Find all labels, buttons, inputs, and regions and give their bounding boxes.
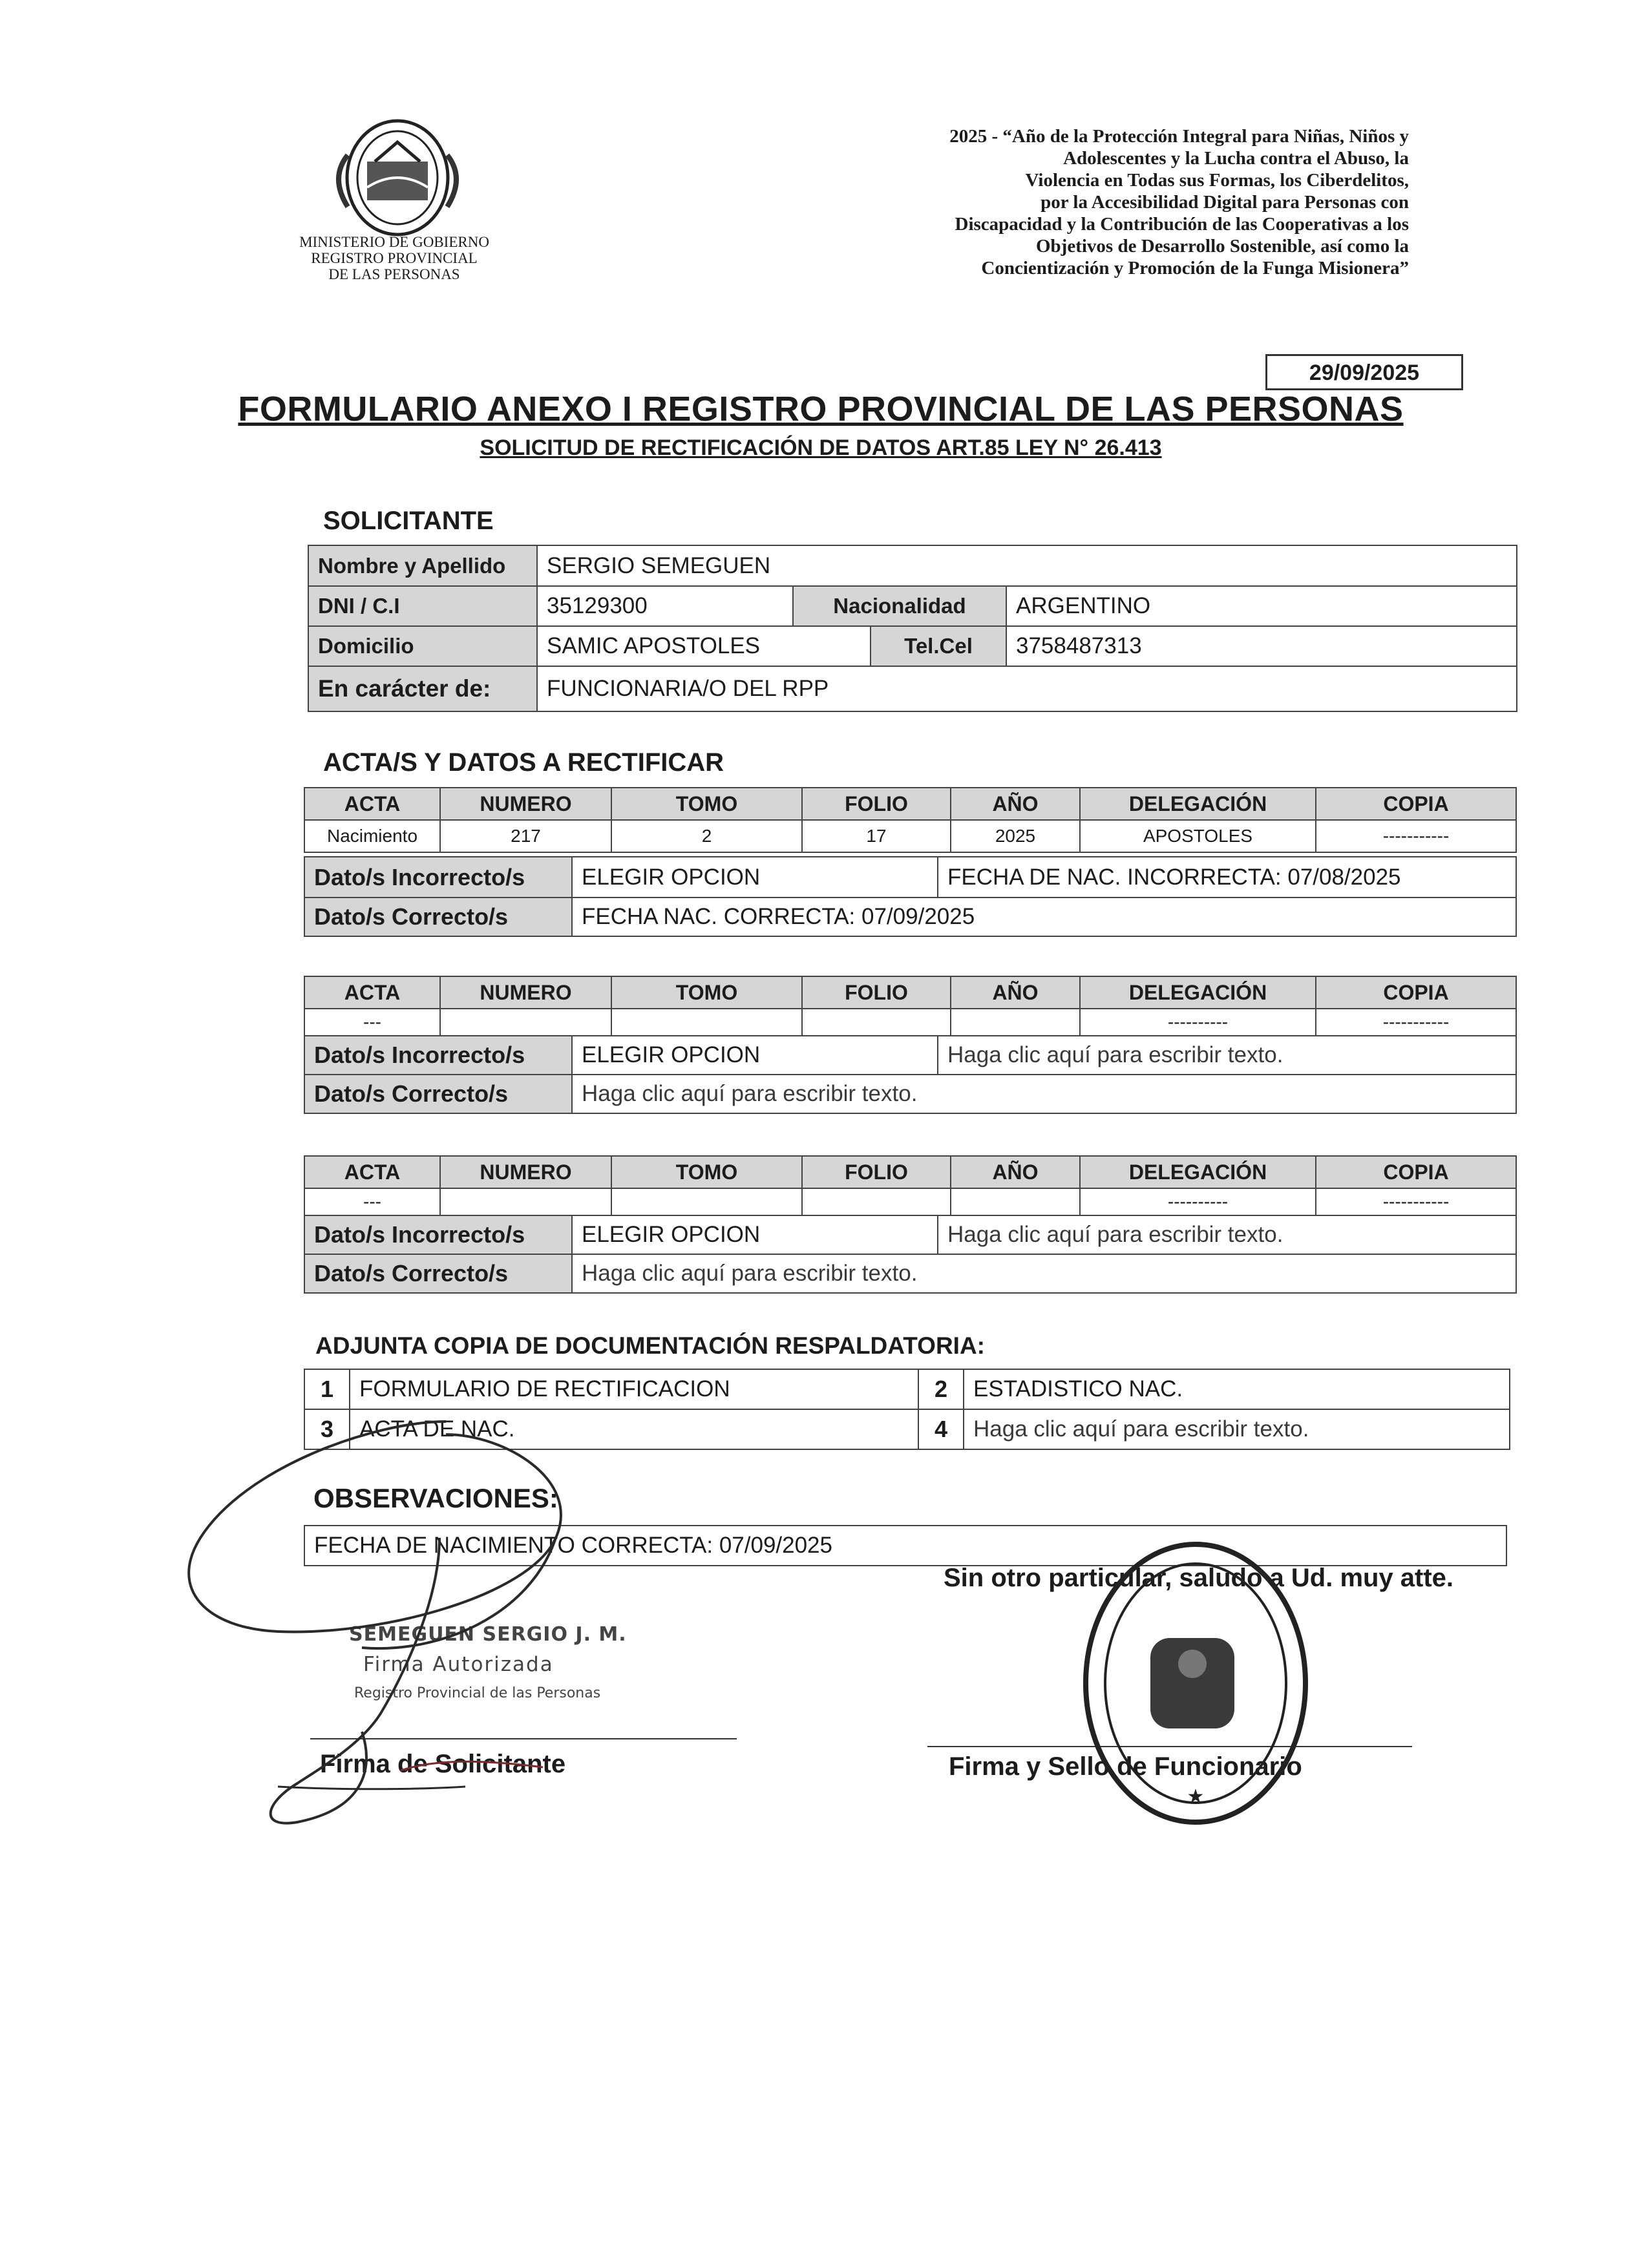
incorrect-option-select[interactable]: ELEGIR OPCION bbox=[572, 1215, 938, 1254]
tel-field[interactable]: 3758487313 bbox=[1006, 626, 1517, 666]
col-numero: NUMERO bbox=[440, 976, 611, 1009]
caracter-field[interactable]: FUNCIONARIA/O DEL RPP bbox=[537, 666, 1517, 711]
incorrect-label: Dato/s Incorrecto/s bbox=[304, 1036, 572, 1075]
official-seal bbox=[1073, 1528, 1318, 1838]
nombre-field[interactable]: SERGIO SEMEGUEN bbox=[537, 545, 1517, 586]
incorrect-text-field[interactable]: FECHA DE NAC. INCORRECTA: 07/08/2025 bbox=[938, 857, 1516, 898]
closing-text: Sin otro particular, saludo a Ud. muy atte. bbox=[944, 1564, 1454, 1592]
ministry-line: MINISTERIO DE GOBIERNO bbox=[299, 234, 489, 250]
col-acta: ACTA bbox=[304, 976, 440, 1009]
solicitante-heading: SOLICITANTE bbox=[323, 507, 494, 535]
col-tomo: TOMO bbox=[611, 976, 802, 1009]
correct-label: Dato/s Correcto/s bbox=[304, 1075, 572, 1113]
acta-datos-3 bbox=[304, 1215, 1517, 1294]
delegacion-cell[interactable]: APOSTOLES bbox=[1080, 820, 1316, 852]
folio-cell[interactable] bbox=[802, 1188, 951, 1215]
svg-text:★: ★ bbox=[1187, 1785, 1205, 1808]
acta-table-1 bbox=[304, 787, 1517, 853]
domicilio-label: Domicilio bbox=[308, 626, 537, 666]
incorrect-label: Dato/s Incorrecto/s bbox=[304, 1215, 572, 1254]
col-copia: COPIA bbox=[1316, 976, 1516, 1009]
numero-cell[interactable] bbox=[440, 1009, 611, 1036]
adjunta-heading: ADJUNTA COPIA DE DOCUMENTACIÓN RESPALDATORIA: bbox=[315, 1332, 985, 1359]
col-acta: ACTA bbox=[304, 788, 440, 820]
doc-field[interactable]: FORMULARIO DE RECTIFICACION bbox=[350, 1369, 918, 1409]
signature-stamp-name: SEMEGUEN SERGIO J. M. bbox=[349, 1623, 627, 1646]
motto-line: Adolescentes y la Lucha contra el Abuso, la bbox=[1063, 148, 1409, 169]
signature-stamp-org: Registro Provincial de las Personas bbox=[354, 1685, 601, 1701]
anio-cell[interactable] bbox=[951, 1188, 1080, 1215]
correct-text-field[interactable]: Haga clic aquí para escribir texto. bbox=[572, 1075, 1516, 1113]
copia-cell[interactable]: ----------- bbox=[1316, 1009, 1516, 1036]
col-anio: AÑO bbox=[951, 788, 1080, 820]
dni-field[interactable]: 35129300 bbox=[537, 586, 793, 626]
firma-funcionario-label: Firma y Sello de Funcionario bbox=[949, 1752, 1302, 1781]
col-folio: FOLIO bbox=[802, 976, 951, 1009]
col-tomo: TOMO bbox=[611, 1156, 802, 1188]
form-date[interactable]: 29/09/2025 bbox=[1265, 354, 1463, 390]
year-motto bbox=[763, 125, 1409, 279]
acta-cell[interactable]: --- bbox=[304, 1009, 440, 1036]
acta-cell[interactable]: Nacimiento bbox=[304, 820, 440, 852]
firma-solicitante-label: Firma de Solicitante bbox=[320, 1750, 566, 1778]
delegacion-cell[interactable]: ---------- bbox=[1080, 1188, 1316, 1215]
caracter-label: En carácter de: bbox=[308, 666, 537, 711]
correct-label: Dato/s Correcto/s bbox=[304, 898, 572, 936]
col-copia: COPIA bbox=[1316, 1156, 1516, 1188]
incorrect-option-select[interactable]: ELEGIR OPCION bbox=[572, 857, 938, 898]
col-acta: ACTA bbox=[304, 1156, 440, 1188]
col-delegacion: DELEGACIÓN bbox=[1080, 976, 1316, 1009]
doc-number: 3 bbox=[304, 1409, 350, 1449]
doc-number: 1 bbox=[304, 1369, 350, 1409]
nombre-label: Nombre y Apellido bbox=[308, 545, 537, 586]
ministry-line: DE LAS PERSONAS bbox=[328, 266, 460, 282]
correct-text-field[interactable]: Haga clic aquí para escribir texto. bbox=[572, 1254, 1516, 1293]
acta-table-3 bbox=[304, 1155, 1517, 1216]
acta-table-2 bbox=[304, 976, 1517, 1036]
correct-text-field[interactable]: FECHA NAC. CORRECTA: 07/09/2025 bbox=[572, 898, 1516, 936]
acta-datos-2 bbox=[304, 1035, 1517, 1114]
folio-cell[interactable]: 17 bbox=[802, 820, 951, 852]
solicitante-table bbox=[308, 545, 1517, 712]
col-anio: AÑO bbox=[951, 976, 1080, 1009]
col-tomo: TOMO bbox=[611, 788, 802, 820]
tomo-cell[interactable] bbox=[611, 1009, 802, 1036]
motto-line: Objetivos de Desarrollo Sostenible, así como la bbox=[1035, 236, 1409, 257]
motto-line: Discapacidad y la Contribución de las Cooperativas a los bbox=[955, 214, 1409, 235]
anio-cell[interactable] bbox=[951, 1009, 1080, 1036]
incorrect-text-field[interactable]: Haga clic aquí para escribir texto. bbox=[938, 1215, 1516, 1254]
handwritten-signature bbox=[168, 1409, 750, 1913]
col-folio: FOLIO bbox=[802, 1156, 951, 1188]
acta-datos-1 bbox=[304, 856, 1517, 937]
incorrect-option-select[interactable]: ELEGIR OPCION bbox=[572, 1036, 938, 1075]
col-copia: COPIA bbox=[1316, 788, 1516, 820]
tomo-cell[interactable] bbox=[611, 1188, 802, 1215]
copia-cell[interactable]: ----------- bbox=[1316, 820, 1516, 852]
domicilio-field[interactable]: SAMIC APOSTOLES bbox=[537, 626, 871, 666]
doc-field[interactable]: ESTADISTICO NAC. bbox=[964, 1369, 1510, 1409]
copia-cell[interactable]: ----------- bbox=[1316, 1188, 1516, 1215]
col-numero: NUMERO bbox=[440, 788, 611, 820]
acta-cell[interactable]: --- bbox=[304, 1188, 440, 1215]
doc-number: 4 bbox=[918, 1409, 964, 1449]
col-folio: FOLIO bbox=[802, 788, 951, 820]
motto-line: por la Accesibilidad Digital para Personas con bbox=[1041, 192, 1409, 213]
page-subtitle: SOLICITUD DE RECTIFICACIÓN DE DATOS ART.85 LEY N° 26.413 bbox=[480, 436, 1162, 460]
nacionalidad-field[interactable]: ARGENTINO bbox=[1006, 586, 1517, 626]
observaciones-heading: OBSERVACIONES: bbox=[313, 1483, 558, 1513]
tel-label: Tel.Cel bbox=[871, 626, 1006, 666]
doc-field[interactable]: ACTA DE NAC. bbox=[350, 1409, 918, 1449]
actas-heading: ACTA/S Y DATOS A RECTIFICAR bbox=[323, 748, 724, 777]
incorrect-label: Dato/s Incorrecto/s bbox=[304, 857, 572, 898]
ministry-name bbox=[284, 234, 504, 282]
col-anio: AÑO bbox=[951, 1156, 1080, 1188]
incorrect-text-field[interactable]: Haga clic aquí para escribir texto. bbox=[938, 1036, 1516, 1075]
motto-line: Concientización y Promoción de la Funga Misionera” bbox=[981, 258, 1409, 278]
tomo-cell[interactable]: 2 bbox=[611, 820, 802, 852]
signature-stamp-role: Firma Autorizada bbox=[363, 1653, 554, 1676]
numero-cell[interactable]: 217 bbox=[440, 820, 611, 852]
numero-cell[interactable] bbox=[440, 1188, 611, 1215]
page-title: FORMULARIO ANEXO I REGISTRO PROVINCIAL DE LAS PERSONAS bbox=[238, 390, 1404, 428]
doc-field[interactable]: Haga clic aquí para escribir texto. bbox=[964, 1409, 1510, 1449]
doc-number: 2 bbox=[918, 1369, 964, 1409]
col-delegacion: DELEGACIÓN bbox=[1080, 1156, 1316, 1188]
col-numero: NUMERO bbox=[440, 1156, 611, 1188]
anio-cell[interactable]: 2025 bbox=[951, 820, 1080, 852]
col-delegacion: DELEGACIÓN bbox=[1080, 788, 1316, 820]
motto-line: 2025 - “Año de la Protección Integral para Niñas, Niños y bbox=[949, 126, 1409, 147]
ministry-line: REGISTRO PROVINCIAL bbox=[311, 250, 478, 266]
dni-label: DNI / C.I bbox=[308, 586, 537, 626]
motto-line: Violencia en Todas sus Formas, los Ciberdelitos, bbox=[1025, 170, 1409, 191]
observaciones-field[interactable]: FECHA DE NACIMIENTO CORRECTA: 07/09/2025 bbox=[304, 1526, 1506, 1566]
delegacion-cell[interactable]: ---------- bbox=[1080, 1009, 1316, 1036]
folio-cell[interactable] bbox=[802, 1009, 951, 1036]
nacionalidad-label: Nacionalidad bbox=[793, 586, 1006, 626]
correct-label: Dato/s Correcto/s bbox=[304, 1254, 572, 1293]
